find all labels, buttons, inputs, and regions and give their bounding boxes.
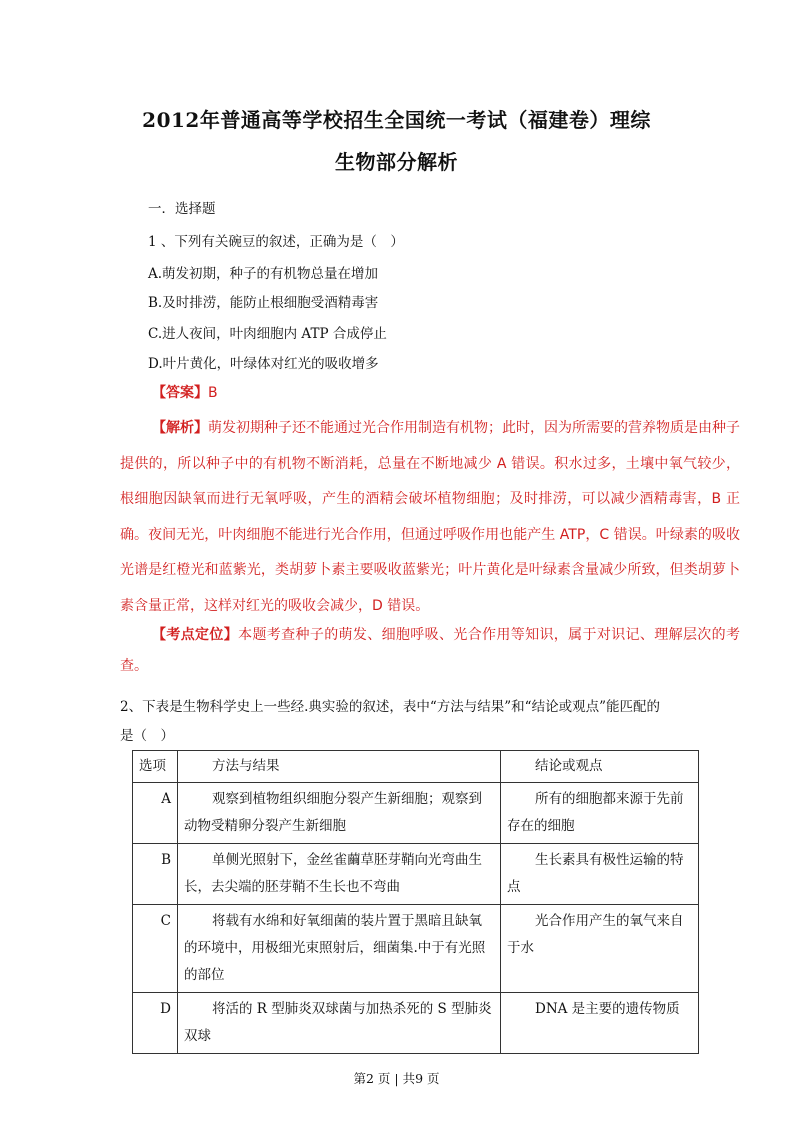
row-conclusion: 生长素具有极性运输的特点 [501,844,699,905]
row-option: C [133,905,178,993]
document-subtitle: 生物部分解析 [335,150,458,174]
question-1-analysis [120,411,740,624]
answer-tag: 【答案】 [152,385,208,401]
row-option: B [133,844,178,905]
analysis-text: 萌发初期种子还不能通过光合作用制造有机物；此时，因为所需要的营养物质是由种子提供的，所以种子中的有机物不断消耗，总量在不断地减少 A 错误。积水过多，土壤中氧气较少，根细胞因缺氧而进行无氧呼吸，产生的酒精会破坏植物细胞；及时排涝，可以减少酒精毒害，B 正确。夜间无光，叶肉细胞不能进行光合作用，但通过呼吸作用也能产生 ATP，C 错误。叶绿素的吸收光谱是红橙光和蓝紫光，类胡萝卜素主要吸收蓝紫光；叶片黄化是叶绿素含量减少所致，但类胡萝卜素含量正常，这样对红光的吸收会减少，D 错误。 [120,420,740,614]
question-1-option-c: C.进人夜间，叶肉细胞内 ATP 合成停止 [148,326,387,342]
row-conclusion: 光合作用产生的氧气来自于水 [501,905,699,993]
question-2-stem-end: 是（ ） [120,728,174,744]
table-row [133,783,699,844]
answer-value: B [208,385,218,401]
question-1-option-b: B.及时排涝，能防止根细胞受酒精毒害 [148,295,379,311]
section-heading: 一．选择题 [148,201,216,217]
row-method: 观察到植物组织细胞分裂产生新细胞；观察到动物受精卵分裂产生新细胞 [178,783,501,844]
table-header-row [133,751,699,783]
page-footer: 第2 页 | 共9 页 [353,1071,440,1086]
point-text: 本题考查种子的萌发、细胞呼吸、光合作用等知识，属于对识记、理解层次的考查。 [120,627,741,674]
header-method: 方法与结果 [178,751,501,783]
question-1-point [120,620,740,682]
row-method: 将活的 R 型肺炎双球菌与加热杀死的 S 型肺炎双球 [178,993,501,1054]
point-tag: 【考点定位】 [152,627,239,643]
row-method: 单侧光照射下，金丝雀繭草胚芽鞘向光弯曲生长，去尖端的胚芽鞘不生长也不弯曲 [178,844,501,905]
row-conclusion: 所有的细胞都来源于先前存在的细胞 [501,783,699,844]
question-1-stem: 1 、下列有关碗豆的叙述，正确为是（ ） [148,234,404,250]
row-method: 将载有水绵和好氧细菌的装片置于黑暗且缺氧的环境中，用极细光束照射后，细菌集.中于有光照的部位 [178,905,501,993]
row-conclusion: DNA 是主要的遗传物质 [501,993,699,1054]
question-2-stem: 2、下表是生物科学史上一些经.典实验的叙述，表中“方法与结果”和“结论或观点”能匹配的 [120,699,660,715]
row-option: D [133,993,178,1054]
table-row [133,993,699,1054]
header-option: 选项 [133,751,178,783]
question-1-option-d: D.叶片黄化，叶绿体对红光的吸收增多 [148,356,379,372]
row-option: A [133,783,178,844]
analysis-tag: 【解析】 [152,420,208,436]
question-1-option-a: A.萌发初期，种子的有机物总量在增加 [148,266,379,282]
table-row [133,905,699,993]
document-title: 2012年普通高等学校招生全国统一考试（福建卷）理综 [142,108,651,132]
question-1-answer [120,376,740,412]
experiment-table [132,750,699,1054]
table-row [133,844,699,905]
header-conclusion: 结论或观点 [501,751,699,783]
